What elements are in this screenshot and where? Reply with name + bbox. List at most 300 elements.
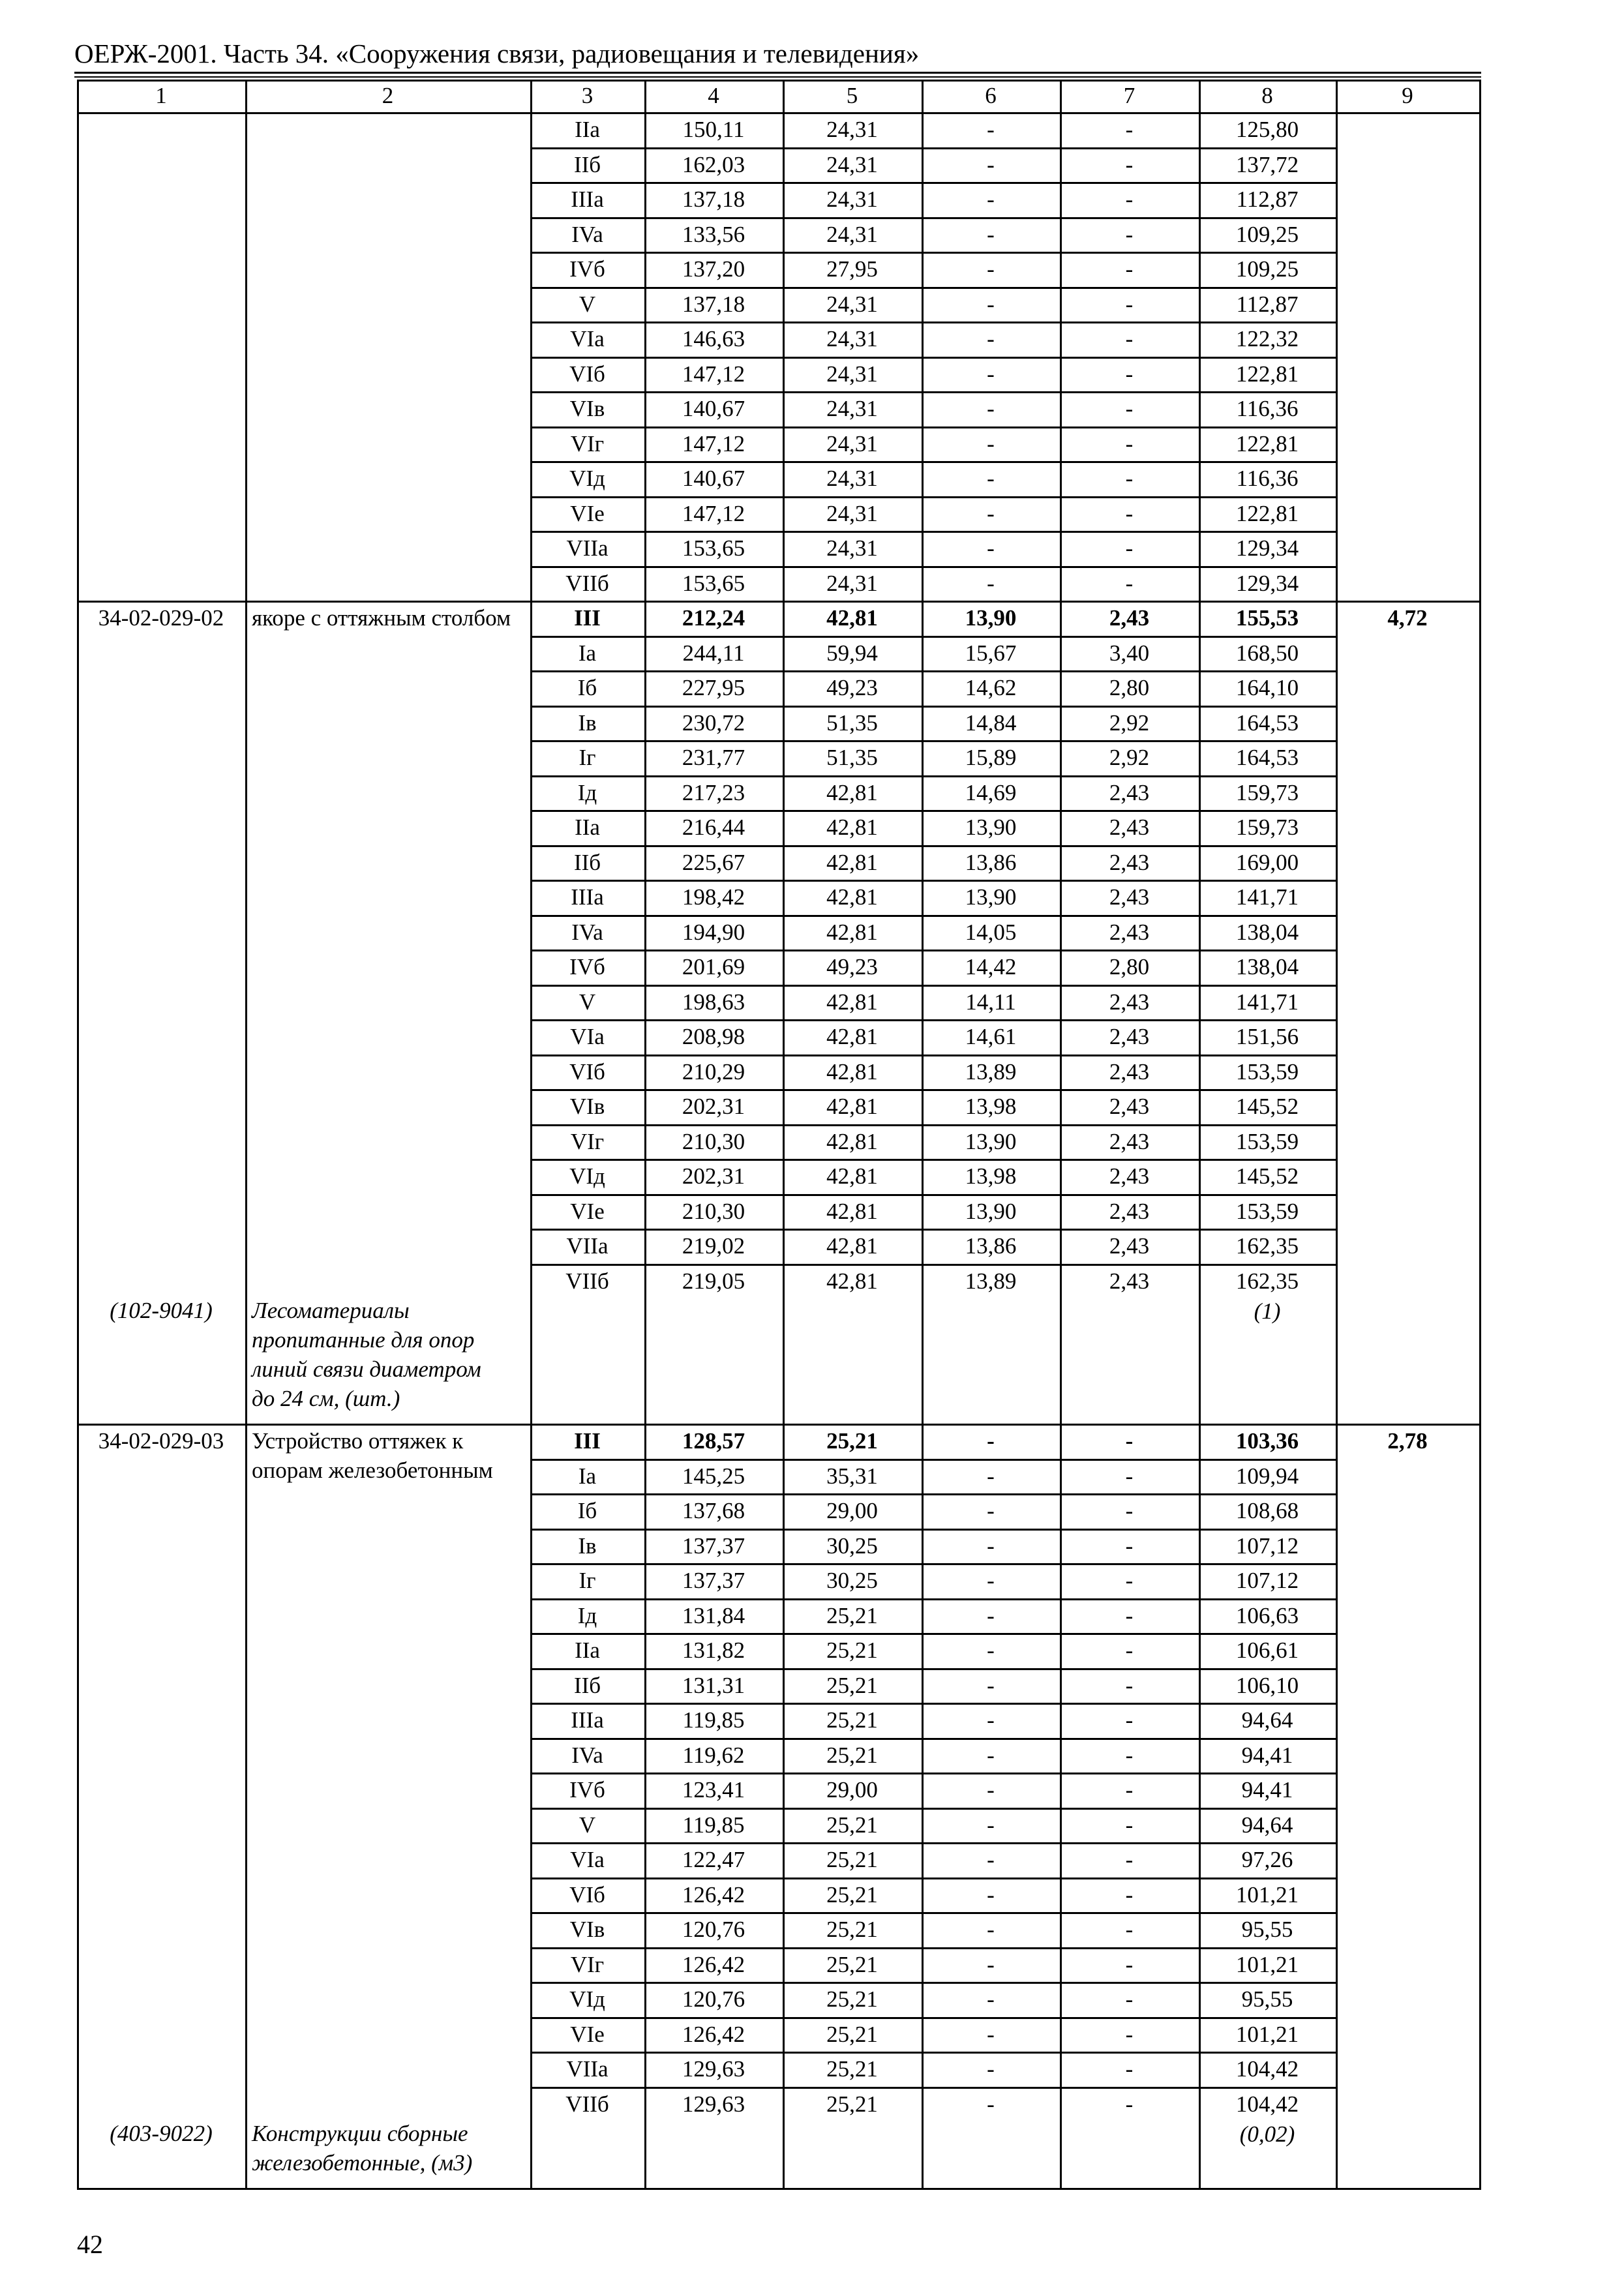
value-cell: 159,73 [1235, 779, 1299, 805]
value-cell: 123,41 [682, 1777, 745, 1803]
value-cell: - [987, 466, 995, 491]
value-cell: 153,59 [1235, 1128, 1299, 1154]
value-cell: 104,42 [1235, 2056, 1299, 2082]
column-border [1336, 80, 1338, 2190]
column-number-cell: 5 [846, 83, 858, 108]
value-cell: - [1125, 1812, 1134, 1838]
column-number-cell: 1 [155, 83, 167, 108]
value-cell: - [1125, 291, 1134, 317]
value-cell: 15,89 [965, 745, 1017, 770]
value-cell: 106,10 [1235, 1672, 1299, 1698]
value-cell: - [1125, 187, 1134, 212]
zone-cell: VIIб [565, 1268, 609, 1294]
zone-cell: IIa [575, 815, 600, 840]
zone-cell: VIб [569, 1058, 605, 1085]
row-divider [530, 1878, 1336, 1879]
value-cell: 97,26 [1241, 1847, 1293, 1872]
value-cell: 162,03 [682, 151, 745, 177]
row-divider [530, 880, 1336, 882]
row-divider [530, 1019, 1336, 1021]
value-cell: - [987, 151, 995, 177]
header-rule-bottom [74, 76, 1481, 78]
value-cell: 42,81 [826, 1163, 878, 1189]
value-cell: 29,00 [826, 1777, 878, 1803]
page-number: 42 [77, 2230, 103, 2259]
value-cell: 141,71 [1235, 989, 1299, 1015]
value-cell: 25,21 [826, 1672, 878, 1698]
value-cell: 122,32 [1235, 326, 1299, 352]
material-name-line: Лесоматериалы [252, 1298, 410, 1323]
value-cell: 25,21 [826, 1917, 878, 1942]
value-cell: 153,59 [1235, 1058, 1299, 1085]
value-cell: 210,29 [682, 1058, 745, 1085]
value-cell: 25,21 [826, 2091, 878, 2117]
value-cell: - [987, 117, 995, 142]
value-cell: 49,23 [826, 675, 878, 700]
value-cell: 13,90 [965, 1198, 1017, 1224]
value-cell: 2,43 [1109, 1094, 1150, 1119]
value-cell: 133,56 [682, 221, 745, 247]
value-cell: 24,31 [826, 117, 878, 142]
value-cell: 14,11 [965, 989, 1016, 1015]
value-cell: 219,02 [682, 1233, 745, 1259]
zone-cell: VIa [570, 1024, 605, 1049]
value-cell: - [1125, 430, 1134, 456]
value-cell: 131,82 [682, 1638, 745, 1663]
value-cell: 13,89 [965, 1268, 1017, 1294]
row-divider [530, 1738, 1336, 1740]
value-cell: 198,63 [682, 989, 745, 1015]
column-number-cell: 6 [985, 83, 997, 108]
value-cell: 51,35 [826, 710, 878, 736]
value-cell: 24,31 [826, 430, 878, 456]
section-code: 34-02-029-02 [98, 605, 224, 631]
column-number-cell: 7 [1123, 83, 1135, 108]
value-cell: - [1125, 2056, 1134, 2082]
value-cell: 104,42 [1235, 2091, 1299, 2117]
row-divider [530, 1598, 1336, 1600]
row-divider [530, 1459, 1336, 1461]
value-cell: - [1125, 326, 1134, 352]
zone-cell: IIIa [571, 1707, 604, 1733]
value-cell: 25,21 [826, 1881, 878, 1908]
material-name-line: Конструкции сборные [252, 2121, 468, 2146]
material-name-line: линий связи диаметром [252, 1356, 481, 1382]
table-top-border [77, 80, 1479, 82]
value-cell: 35,31 [826, 1463, 878, 1489]
column-number-cell: 2 [382, 83, 394, 108]
value-cell: 145,52 [1235, 1163, 1299, 1189]
value-cell: 42,81 [826, 919, 878, 945]
value-cell: 94,41 [1241, 1777, 1293, 1803]
zone-cell: VIв [569, 1917, 605, 1942]
row-divider [530, 566, 1336, 568]
value-cell: - [987, 1533, 995, 1559]
row-divider [530, 1773, 1336, 1774]
value-cell: 137,18 [682, 187, 745, 212]
value-cell: 2,43 [1109, 1233, 1150, 1259]
value-cell: 137,68 [682, 1498, 745, 1523]
value-cell: 24,31 [826, 396, 878, 421]
row-divider [530, 322, 1336, 323]
value-cell: 2,92 [1109, 745, 1150, 770]
section-code: 34-02-029-03 [98, 1428, 224, 1454]
value-cell: 168,50 [1235, 640, 1299, 666]
value-cell: - [987, 291, 995, 317]
column-border [245, 80, 247, 2190]
value-cell: - [1125, 500, 1134, 526]
row-divider [530, 1947, 1336, 1949]
value-cell: 101,21 [1235, 1951, 1299, 1977]
value-cell: 25,21 [826, 1742, 878, 1768]
zone-cell: VIб [569, 361, 605, 387]
zone-cell: VIд [569, 1986, 605, 2012]
row-divider [530, 1055, 1336, 1056]
zone-cell: Iг [579, 1568, 596, 1593]
zone-cell: VIб [569, 1881, 605, 1908]
value-cell: - [987, 1707, 995, 1733]
value-cell: 24,31 [826, 326, 878, 352]
row-divider [530, 1264, 1336, 1266]
row-divider [530, 182, 1336, 184]
zone-cell: III [574, 605, 601, 631]
value-cell: 106,63 [1235, 1602, 1299, 1628]
value-cell: 112,87 [1236, 187, 1299, 212]
value-cell: - [987, 1602, 995, 1628]
row-divider [530, 147, 1336, 149]
row-divider [530, 1124, 1336, 1126]
value-cell: - [987, 570, 995, 596]
zone-cell: VIд [569, 466, 605, 491]
row-divider [530, 1668, 1336, 1670]
value-cell: 106,61 [1235, 1638, 1299, 1663]
value-cell: 30,25 [826, 1533, 878, 1559]
row-divider [530, 2017, 1336, 2019]
value-cell: 49,23 [826, 954, 878, 980]
value-cell: 202,31 [682, 1094, 745, 1119]
zone-cell: IIa [575, 117, 600, 142]
value-cell: 95,55 [1241, 1917, 1293, 1942]
column-border [783, 80, 785, 2190]
price-table [77, 80, 1479, 2190]
value-cell: 129,63 [682, 2091, 745, 2117]
value-cell: 122,81 [1235, 361, 1299, 387]
value-cell: - [987, 1917, 995, 1942]
material-name-line: пропитанные для опор [252, 1327, 475, 1353]
value-cell: 2,43 [1109, 989, 1150, 1015]
row-divider [530, 2052, 1336, 2054]
value-cell: 94,64 [1241, 1707, 1293, 1733]
value-cell: - [987, 361, 995, 387]
zone-cell: VIe [570, 2021, 605, 2047]
value-cell: 2,43 [1109, 1268, 1150, 1294]
section-bottom-border [77, 2188, 1479, 2190]
row-divider [530, 1159, 1336, 1161]
row-divider [530, 217, 1336, 219]
row-divider [530, 1529, 1336, 1531]
value-cell: - [1125, 535, 1134, 561]
value-cell: 42,81 [826, 1128, 878, 1154]
column-border [1199, 80, 1201, 2190]
value-cell: - [987, 1986, 995, 2012]
value-cell: 2,43 [1109, 1024, 1150, 1049]
column-border [1479, 80, 1481, 2190]
value-cell: - [987, 1777, 995, 1803]
value-cell: - [987, 1428, 995, 1454]
value-cell: 42,81 [826, 1233, 878, 1259]
value-cell: 212,24 [682, 605, 745, 631]
value-cell: - [987, 1812, 995, 1838]
column-border [922, 80, 924, 2190]
zone-cell: IVб [569, 256, 605, 282]
value-cell: 24,31 [826, 361, 878, 387]
value-cell: 122,81 [1235, 500, 1299, 526]
value-cell: - [987, 535, 995, 561]
value-cell: 101,21 [1235, 1881, 1299, 1908]
value-cell: 112,87 [1236, 291, 1299, 317]
row-divider [530, 810, 1336, 812]
zone-cell: Iг [579, 745, 596, 770]
value-cell: 210,30 [682, 1128, 745, 1154]
value-cell: 116,36 [1236, 466, 1299, 491]
zone-cell: IVa [571, 221, 603, 247]
value-cell: 13,89 [965, 1058, 1017, 1085]
column-number-cell: 3 [581, 83, 594, 108]
value-cell: 164,53 [1235, 710, 1299, 736]
row-divider [530, 915, 1336, 917]
value-cell: 13,98 [965, 1094, 1017, 1119]
value-cell: 14,61 [965, 1024, 1017, 1049]
value-cell: - [987, 1672, 995, 1698]
value-cell: 25,21 [826, 1707, 878, 1733]
header-rule-top [74, 72, 1481, 74]
value-cell: 150,11 [682, 117, 745, 142]
row-divider [530, 461, 1336, 463]
value-cell: 42,81 [826, 1058, 878, 1085]
column-border [1060, 80, 1062, 2190]
value-cell: 13,90 [965, 884, 1017, 910]
value-cell: 155,53 [1235, 605, 1299, 631]
value-cell: - [1125, 1881, 1134, 1908]
row-divider [530, 845, 1336, 847]
zone-cell: IVa [571, 919, 603, 945]
value-cell: 159,73 [1235, 815, 1299, 840]
row-divider [530, 2087, 1336, 2089]
value-cell: 2,80 [1109, 954, 1150, 980]
value-cell: 147,12 [682, 361, 745, 387]
value-cell: 137,20 [682, 256, 745, 282]
row-divider [530, 1703, 1336, 1705]
zone-cell: Iд [577, 1602, 597, 1628]
zone-cell: VIг [570, 1128, 605, 1154]
value-cell: - [1125, 466, 1134, 491]
value-cell: 116,36 [1236, 396, 1299, 421]
value-cell: 125,80 [1235, 117, 1299, 142]
value-cell: 42,81 [826, 1024, 878, 1049]
value-cell: 140,67 [682, 466, 745, 491]
value-cell: - [987, 2091, 995, 2117]
value-cell: 2,43 [1109, 1128, 1150, 1154]
value-cell: 14,05 [965, 919, 1017, 945]
zone-cell: Iд [577, 779, 597, 805]
zone-cell: Iв [578, 1533, 597, 1559]
value-cell: 153,65 [682, 570, 745, 596]
zone-cell: Iб [577, 675, 597, 700]
value-cell: 151,56 [1235, 1024, 1299, 1049]
value-cell: 137,18 [682, 291, 745, 317]
value-cell: 2,78 [1387, 1428, 1428, 1454]
zone-cell: VIIa [566, 2056, 609, 2082]
value-cell: 27,95 [826, 256, 878, 282]
value-cell: 42,81 [826, 849, 878, 875]
zone-cell: VIa [570, 1847, 605, 1872]
zone-cell: VIIa [566, 535, 609, 561]
row-divider [530, 636, 1336, 638]
value-cell: 2,43 [1109, 815, 1150, 840]
zone-cell: IVб [569, 1777, 605, 1803]
value-cell: 15,67 [965, 640, 1017, 666]
value-cell: - [987, 256, 995, 282]
value-cell: 120,76 [682, 1917, 745, 1942]
value-cell: 25,21 [826, 1847, 878, 1872]
row-divider [530, 950, 1336, 951]
value-cell: 138,04 [1235, 919, 1299, 945]
value-cell: 42,81 [826, 989, 878, 1015]
value-cell: 13,90 [965, 815, 1017, 840]
value-cell: - [1125, 1777, 1134, 1803]
value-cell: 13,86 [965, 849, 1017, 875]
value-cell: 169,00 [1235, 849, 1299, 875]
column-number-cell: 8 [1261, 83, 1273, 108]
value-cell: 13,98 [965, 1163, 1017, 1189]
value-cell: 126,42 [682, 1881, 745, 1908]
value-cell: - [1125, 1917, 1134, 1942]
value-cell: 42,81 [826, 1198, 878, 1224]
value-cell: 42,81 [826, 1268, 878, 1294]
value-cell: 24,31 [826, 466, 878, 491]
value-cell: 227,95 [682, 675, 745, 700]
value-cell: 2,80 [1109, 675, 1150, 700]
column-border [77, 80, 79, 2190]
column-number-cell: 4 [708, 83, 719, 108]
row-divider [530, 1563, 1336, 1565]
value-cell: - [987, 1951, 995, 1977]
value-cell: 164,10 [1235, 675, 1299, 700]
value-cell: 129,34 [1235, 570, 1299, 596]
value-cell: 14,69 [965, 779, 1017, 805]
value-cell: 2,43 [1109, 1198, 1150, 1224]
row-divider [530, 496, 1336, 498]
material-value: (0,02) [1239, 2121, 1295, 2147]
value-cell: - [987, 396, 995, 421]
value-cell: 24,31 [826, 187, 878, 212]
material-code: (403-9022) [110, 2121, 213, 2146]
value-cell: 24,31 [826, 221, 878, 247]
value-cell: 230,72 [682, 710, 745, 736]
zone-cell: IIIa [571, 187, 604, 212]
value-cell: 25,21 [826, 1951, 878, 1977]
zone-cell: VIв [569, 1094, 605, 1119]
zone-cell: VIIб [565, 2091, 609, 2117]
value-cell: - [1125, 2021, 1134, 2047]
zone-cell: IIa [575, 1638, 600, 1663]
value-cell: 219,05 [682, 1268, 745, 1294]
value-cell: 147,12 [682, 430, 745, 456]
column-number-cell: 9 [1402, 83, 1413, 108]
value-cell: 13,90 [965, 605, 1017, 631]
value-cell: 126,42 [682, 2021, 745, 2047]
value-cell: 107,12 [1235, 1568, 1299, 1593]
zone-cell: Ia [578, 640, 597, 666]
zone-cell: IIб [573, 849, 601, 875]
value-cell: 13,86 [965, 1233, 1017, 1259]
value-cell: - [1125, 1951, 1134, 1977]
value-cell: 13,90 [965, 1128, 1017, 1154]
value-cell: - [1125, 1498, 1134, 1523]
value-cell: - [1125, 1672, 1134, 1698]
value-cell: 109,25 [1235, 256, 1299, 282]
value-cell: 101,21 [1235, 2021, 1299, 2047]
value-cell: 95,55 [1241, 1986, 1293, 2012]
value-cell: 42,81 [826, 605, 878, 631]
value-cell: 14,42 [965, 954, 1017, 980]
value-cell: 103,36 [1235, 1428, 1299, 1454]
value-cell: 153,65 [682, 535, 745, 561]
material-code: (102-9041) [110, 1298, 213, 1323]
zone-cell: VIг [570, 430, 605, 456]
value-cell: 217,23 [682, 779, 745, 805]
value-cell: 137,37 [682, 1568, 745, 1593]
value-cell: - [1125, 361, 1134, 387]
value-cell: - [987, 1742, 995, 1768]
value-cell: - [1125, 2091, 1134, 2117]
row-divider [530, 1982, 1336, 1984]
value-cell: - [987, 1847, 995, 1872]
value-cell: 42,81 [826, 884, 878, 910]
zone-cell: V [579, 1812, 596, 1838]
value-cell: 25,21 [826, 1602, 878, 1628]
value-cell: 42,81 [826, 815, 878, 840]
column-border [530, 80, 532, 2190]
value-cell: 4,72 [1387, 605, 1428, 631]
row-divider [530, 1493, 1336, 1495]
value-cell: 201,69 [682, 954, 745, 980]
value-cell: - [987, 326, 995, 352]
value-cell: 94,41 [1241, 1742, 1293, 1768]
value-cell: 129,63 [682, 2056, 745, 2082]
zone-cell: VIд [569, 1163, 605, 1189]
value-cell: - [1125, 1742, 1134, 1768]
section-bottom-border [77, 601, 1479, 603]
value-cell: 146,63 [682, 326, 745, 352]
value-cell: - [1125, 570, 1134, 596]
value-cell: 202,31 [682, 1163, 745, 1189]
zone-cell: VIв [569, 396, 605, 421]
value-cell: 122,47 [682, 1847, 745, 1872]
value-cell: 244,11 [682, 640, 745, 666]
value-cell: 25,21 [826, 2021, 878, 2047]
value-cell: 109,25 [1235, 221, 1299, 247]
value-cell: 120,76 [682, 1986, 745, 2012]
value-cell: 145,25 [682, 1463, 745, 1489]
value-cell: 24,31 [826, 570, 878, 596]
value-cell: - [987, 2021, 995, 2047]
row-divider [530, 1229, 1336, 1231]
value-cell: 51,35 [826, 745, 878, 770]
value-cell: - [1125, 1638, 1134, 1663]
zone-cell: IIб [573, 151, 601, 177]
value-cell: - [987, 187, 995, 212]
